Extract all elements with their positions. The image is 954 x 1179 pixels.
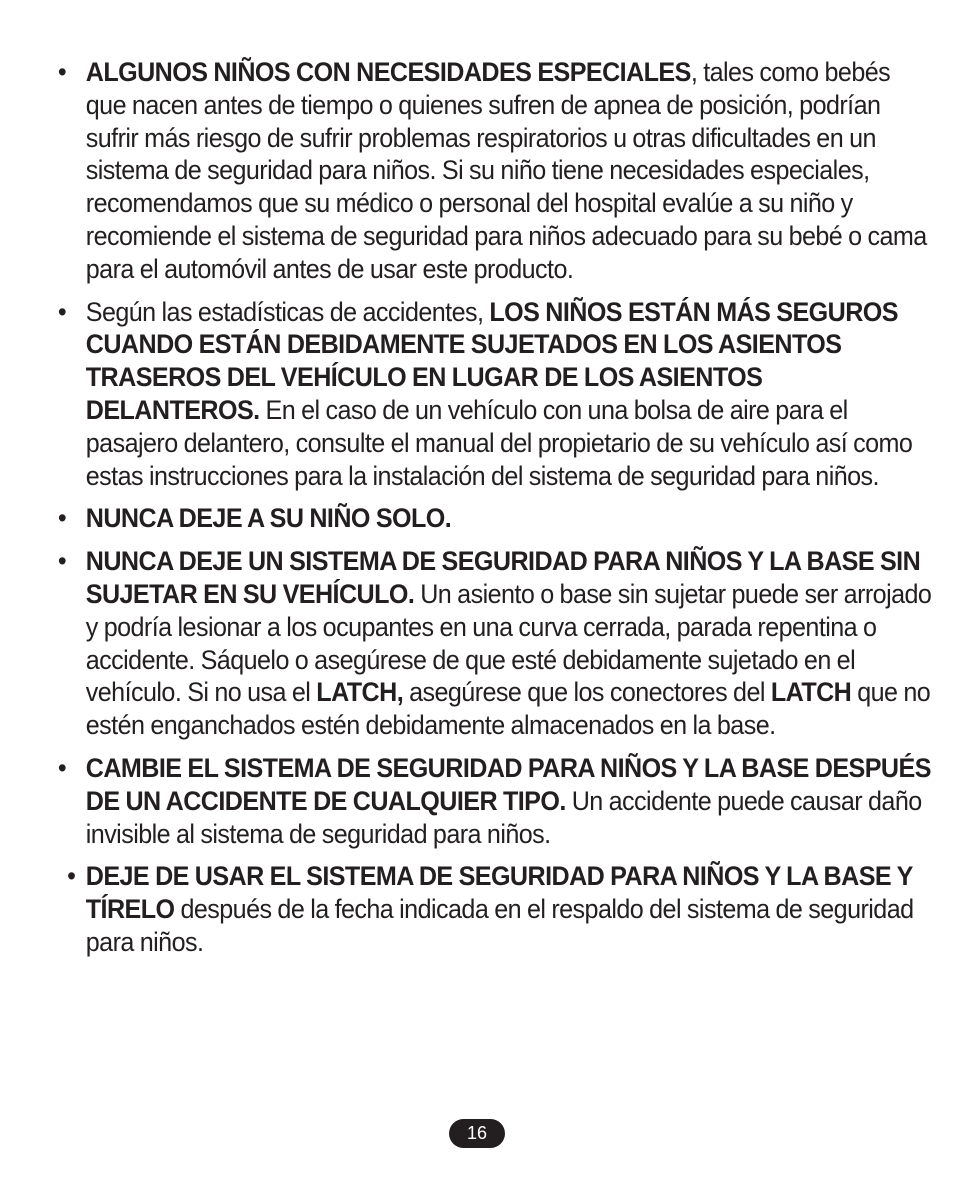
bullet-marker: • — [57, 503, 67, 534]
warning-heading: NUNCA DEJE UN SISTEMA DE SEGURIDAD PARA NIÑOS Y LA BASE SIN SUJETAR EN SU VEHÍCULO. — [85, 546, 921, 609]
warning-text: , tales como bebés que nacen antes de tiempo o quienes sufren de apnea de posición, podrían sufrir más riesgo de sufrir problemas respiratorios u otras dificultades en un sistema de seguridad para niños. Si su niño tiene necesidades especiales, recomendamos que su médico o personal del hospital evalúe a su niño y recomiende el sistema de seguridad para niños adecuado para su bebé o cama para el automóvil antes de usar este producto. — [85, 57, 927, 284]
warning-heading: NUNCA DEJE A SU NIÑO SOLO. — [85, 503, 452, 534]
bullet-marker: • — [67, 861, 76, 892]
warning-text: que no estén enganchados estén debidamente almacenados en la base. — [85, 677, 931, 741]
warning-expiration-date — [56, 860, 934, 958]
warning-replace-after-accident — [56, 752, 934, 850]
warning-text: Según las estadísticas de accidentes, — [85, 296, 490, 327]
warning-heading: LOS NIÑOS ESTÁN MÁS SEGUROS CUANDO ESTÁN DEBIDAMENTE SUJETADOS EN LOS ASIENTOS TRASEROS DEL VEHÍCULO EN LUGAR DE LOS ASIENTOS DELANTEROS. — [85, 296, 898, 425]
warning-heading: CAMBIE EL SISTEMA DE SEGURIDAD PARA NIÑOS Y LA BASE DESPUÉS DE UN ACCIDENTE DE CUALQUIER TIPO. — [85, 752, 931, 816]
bullet-marker: • — [57, 296, 67, 327]
warning-rear-seats — [56, 296, 934, 493]
page-number-badge: 16 — [449, 1119, 505, 1148]
warning-text: En el caso de un vehículo con una bolsa de aire para el pasajero delantero, consulte el manual del propietario de su vehículo así como estas instrucciones para la instalación del sistema de seguridad para niños. — [85, 394, 913, 491]
warning-heading: ALGUNOS NIÑOS CON NECESIDADES ESPECIALES — [85, 57, 691, 87]
warning-text: asegúrese que los conectores del — [403, 677, 771, 708]
bullet-marker: • — [57, 57, 67, 87]
latch-term: LATCH — [770, 677, 852, 708]
latch-term: LATCH, — [316, 677, 404, 708]
bullet-marker: • — [57, 546, 67, 577]
warning-text: después de la fecha indicada en el respaldo del sistema de seguridad para niños. — [85, 894, 914, 957]
warning-special-needs — [56, 56, 934, 286]
bullet-marker: • — [57, 752, 67, 783]
safety-warnings-list — [56, 56, 932, 969]
warning-text: Un accidente puede causar daño invisible al sistema de seguridad para niños. — [85, 785, 922, 849]
warning-never-alone — [56, 502, 934, 535]
warning-text: Un asiento o base sin sujetar puede ser arrojado y podría lesionar a los ocupantes en una curva cerrada, parada repentina o accidente. Sáquelo o asegúrese de que esté debidamente sujetado en el vehículo. Si no usa el — [85, 578, 932, 708]
warning-heading: DEJE DE USAR EL SISTEMA DE SEGURIDAD PARA NIÑOS Y LA BASE Y TÍRELO — [85, 861, 913, 925]
warning-unsecured-seat — [56, 545, 934, 742]
